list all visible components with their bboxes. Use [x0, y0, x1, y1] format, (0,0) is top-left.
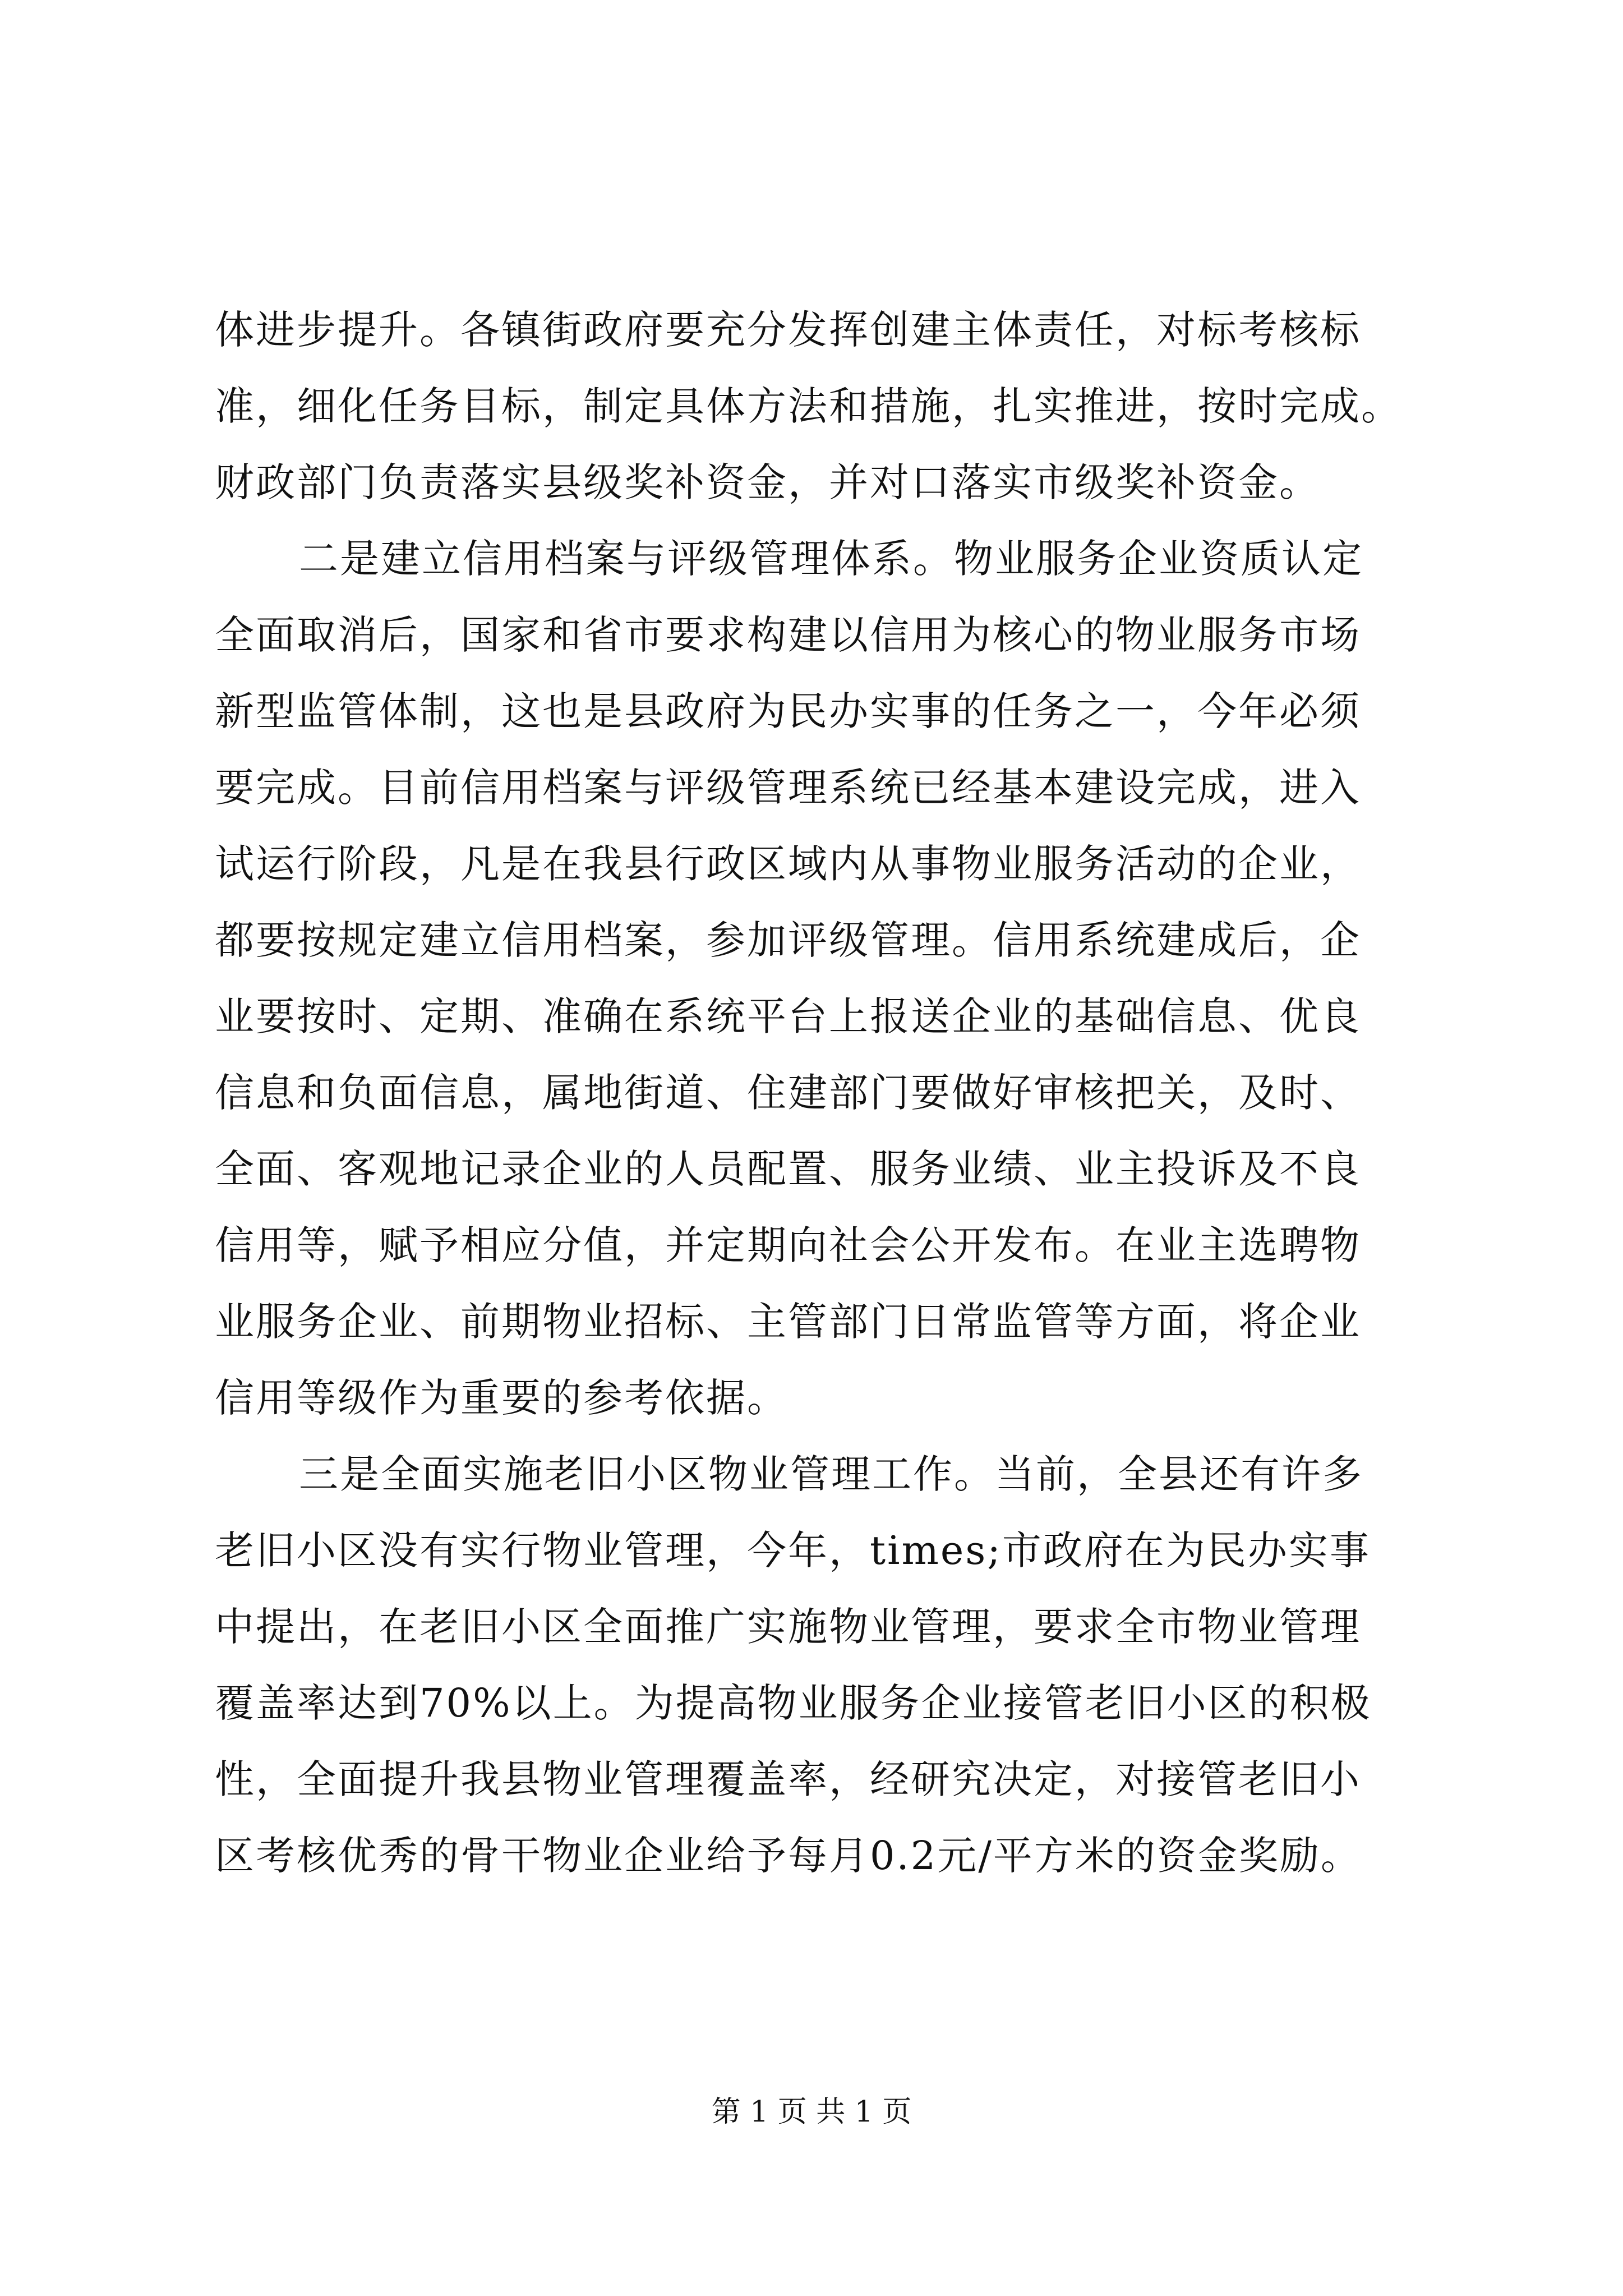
- text-line: 区考核优秀的骨干物业企业给予每月0.2元/平方米的资金奖励。: [215, 1833, 1362, 1879]
- text-line: 覆盖率达到70%以上。为提高物业服务企业接管老旧小区的积极: [215, 1680, 1372, 1726]
- text-line: 试运行阶段，凡是在我县行政区域内从事物业服务活动的企业，: [215, 841, 1361, 887]
- text-line: 业服务企业、前期物业招标、主管部门日常监管等方面，将企业: [215, 1299, 1361, 1345]
- text-line: 信用等级作为重要的参考依据。: [215, 1375, 788, 1421]
- text-line: 性，全面提升我县物业管理覆盖率，经研究决定，对接管老旧小: [215, 1756, 1361, 1802]
- text-line: 财政部门负责落实县级奖补资金，并对口落实市级奖补资金。: [215, 459, 1320, 505]
- page-number-label: 第 1 页 共 1 页: [711, 2095, 912, 2129]
- text-line: 信息和负面信息，属地街道、住建部门要做好审核把关，及时、: [215, 1070, 1361, 1116]
- text-line: 新型监管体制，这也是县政府为民办实事的任务之一，今年必须: [215, 688, 1361, 734]
- text-line: 信用等，赋予相应分值，并定期向社会公开发布。在业主选聘物: [215, 1222, 1361, 1268]
- text-line: 体进步提升。各镇街政府要充分发挥创建主体责任，对标考核标: [215, 307, 1361, 353]
- text-line: 中提出，在老旧小区全面推广实施物业管理，要求全市物业管理: [215, 1604, 1361, 1650]
- text-line: 全面、客观地记录企业的人员配置、服务业绩、业主投诉及不良: [215, 1146, 1361, 1192]
- text-line: 老旧小区没有实行物业管理，今年，times;市政府在为民办实事: [215, 1527, 1371, 1573]
- text-line: 要完成。目前信用档案与评级管理系统已经基本建设完成，进入: [215, 765, 1361, 811]
- paragraph-first-line: 三是全面实施老旧小区物业管理工作。当前，全县还有许多: [299, 1451, 1363, 1497]
- text-line: 准，细化任务目标，制定具体方法和措施，扎实推进，按时完成。: [215, 383, 1402, 429]
- text-line: 都要按规定建立信用档案，参加评级管理。信用系统建成后，企: [215, 917, 1361, 963]
- page-footer: [0, 2092, 1623, 2132]
- text-line: 全面取消后，国家和省市要求构建以信用为核心的物业服务市场: [215, 612, 1361, 658]
- document-body: [215, 292, 1426, 1894]
- text-line: 业要按时、定期、准确在系统平台上报送企业的基础信息、优良: [215, 993, 1361, 1039]
- paragraph-first-line: 二是建立信用档案与评级管理体系。物业服务企业资质认定: [299, 536, 1363, 582]
